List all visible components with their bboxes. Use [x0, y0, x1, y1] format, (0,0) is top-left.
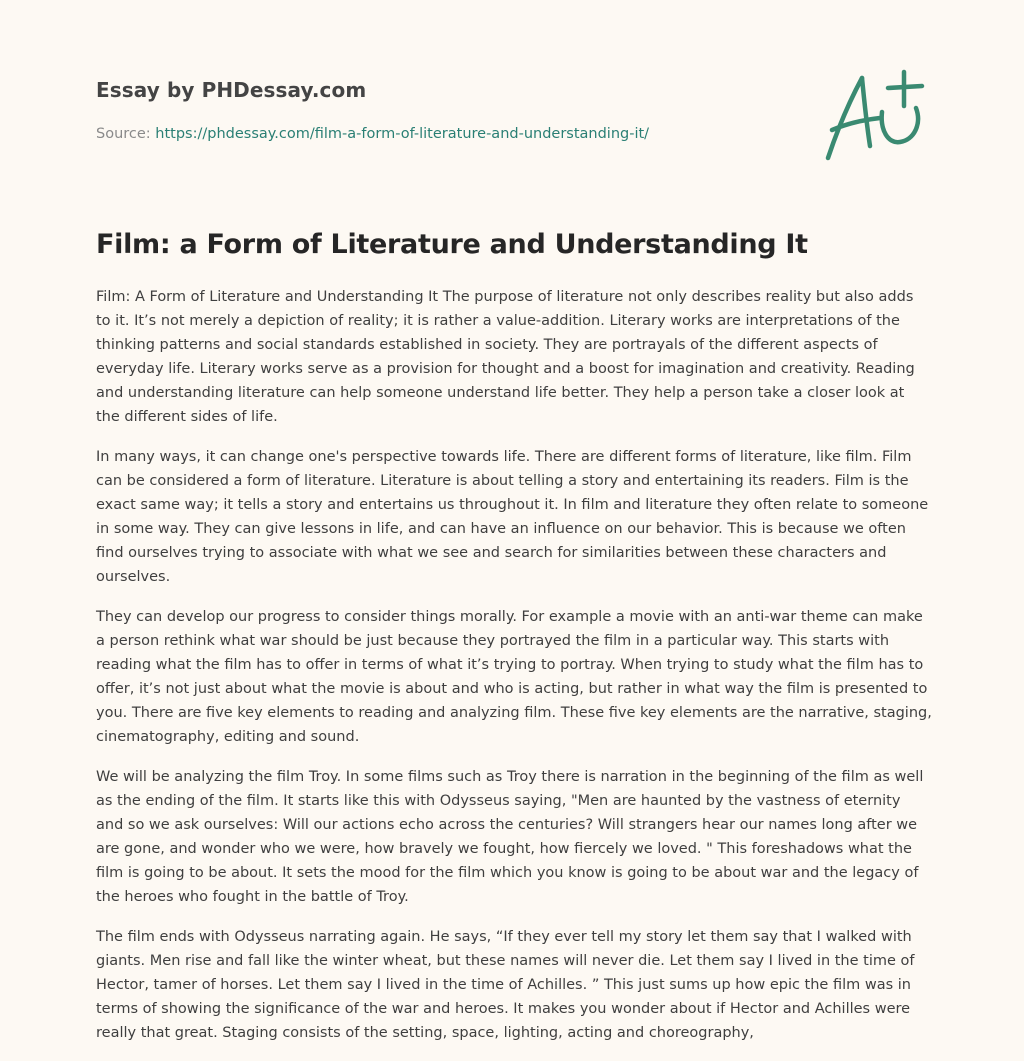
essay-paragraph: The film ends with Odysseus narrating again. He says, “If they ever tell my story let them say that I walked with giants. Men rise and fall like the winter wheat, but these names will never die. Let them say I lived in the time of Hector, tamer of horses. Let them say I lived in the time of Achilles. ” This just sums up how epic the film was in terms of showing the significance of the war and heroes. It makes you wonder about if Hector and Achilles were really that great. Staging consists of the setting, space, lighting, acting and choreography,	[96, 929, 915, 1041]
essay-paragraph: We will be analyzing the film Troy. In some films such as Troy there is narration in the beginning of the film as well as the ending of the film. It starts like this with Odysseus saying, "Men are haunted by the vastness of eternity and so we ask ourselves: Will our actions echo across the centuries? Will strangers hear our names long after we are gone, and wonder who we were, how bravely we fought, how fiercely we loved. " This foreshadows what the film is going to be about. It sets the mood for the film which you know is going to be about war and the legacy of the heroes who fought in the battle of Troy.	[96, 769, 924, 905]
essay-title: Film: a Form of Literature and Understanding It	[96, 229, 808, 260]
page-header	[96, 74, 796, 144]
essay-paragraph: Film: A Form of Literature and Understanding It The purpose of literature not only describes reality but also adds to it. It’s not merely a depiction of reality; it is rather a value-addition. Literary works are interpretations of the thinking patterns and social standards established in society. They are portrayals of the different aspects of everyday life. Literary works serve as a provision for thought and a boost for imagination and creativity. Reading and understanding literature can help someone understand life better. They help a person take a closer look at the different sides of life.	[96, 289, 915, 425]
source-line	[96, 124, 796, 144]
site-brand: Essay by PHDessay.com	[96, 78, 367, 102]
source-link[interactable]: https://phdessay.com/film-a-form-of-literature-and-understanding-it/	[155, 126, 650, 142]
essay-paragraph: In many ways, it can change one's perspective towards life. There are different forms of literature, like film. Film can be considered a form of literature. Literature is about telling a story and entertaining its readers. Film is the exact same way; it tells a story and entertains us throughout it. In film and literature they often relate to someone in some way. They can give lessons in life, and can have an influence on our behavior. This is because we often find ourselves trying to associate with what we see and search for similarities between these characters and ourselves.	[96, 449, 929, 585]
essay-body	[96, 285, 932, 1061]
essay-paragraph: They can develop our progress to consider things morally. For example a movie with an anti-war theme can make a person rethink what war should be just because they portrayed the film in a particular way. This starts with reading what the film has to offer in terms of what it’s trying to portray. When trying to study what the film has to offer, it’s not just about what the movie is about and who is acting, but rather in what way the film is presented to you. There are five key elements to reading and analyzing film. These five key elements are the narrative, staging, cinematography, editing and sound.	[96, 609, 932, 745]
a-plus-logo-svg	[818, 64, 930, 164]
source-label: Source:	[96, 126, 151, 142]
a-plus-grade-icon	[818, 64, 930, 164]
